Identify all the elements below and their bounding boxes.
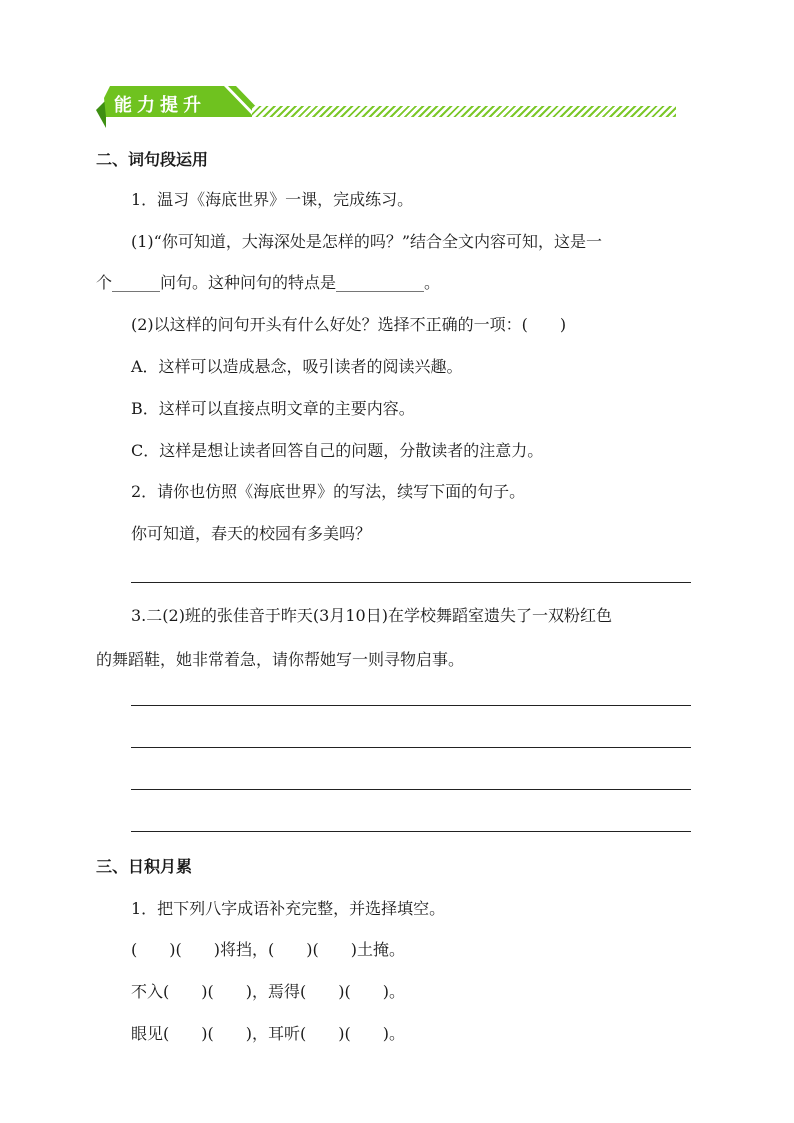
hatch-divider (252, 106, 676, 117)
option-c: C．这样是想让读者回答自己的问题，分散读者的注意力。 (131, 441, 544, 460)
idiom-line-3: 眼见( )( )，耳听( )( )。 (131, 1024, 405, 1043)
option-a: A．这样可以造成悬念，吸引读者的阅读兴趣。 (131, 357, 463, 376)
q2-prompt: 你可知道，春天的校园有多美吗？ (131, 524, 372, 543)
answer-line[interactable] (131, 831, 691, 832)
q1-intro: 1．温习《海底世界》一课，完成练习。 (131, 190, 414, 209)
q2: 2．请你也仿照《海底世界》的写法，续写下面的句子。 (131, 482, 526, 501)
idiom-line-2: 不入( )( )，焉得( )( )。 (131, 982, 405, 1001)
section-badge (96, 86, 266, 128)
badge-label: 能力提升 (114, 95, 206, 116)
q1-sub1-line1: (1)“你可知道，大海深处是怎样的吗？”结合全文内容可知，这是一 (131, 232, 603, 251)
answer-line[interactable] (131, 789, 691, 790)
answer-line[interactable] (131, 705, 691, 706)
q1-sub2: (2)以这样的问句开头有什么好处？选择不正确的一项：( ) (131, 315, 567, 334)
q3-line2: 的舞蹈鞋，她非常着急，请你帮她写一则寻物启事。 (96, 650, 465, 669)
q3-line1: 3.二(2)班的张佳音于昨天(3月10日)在学校舞蹈室遗失了一双粉红色 (131, 606, 612, 625)
answer-line[interactable] (131, 582, 691, 583)
idiom-line-1: ( )( )将挡，( )( )土掩。 (131, 940, 405, 959)
s3-q1: 1．把下列八字成语补充完整，并选择填空。 (131, 899, 446, 918)
section-title-2: 二、词句段运用 (96, 150, 209, 169)
option-b: B．这样可以直接点明文章的主要内容。 (131, 399, 415, 418)
q1-sub1-line2: 个______问句。这种问句的特点是___________。 (96, 273, 441, 292)
answer-line[interactable] (131, 747, 691, 748)
section-title-3: 三、日积月累 (96, 857, 193, 876)
